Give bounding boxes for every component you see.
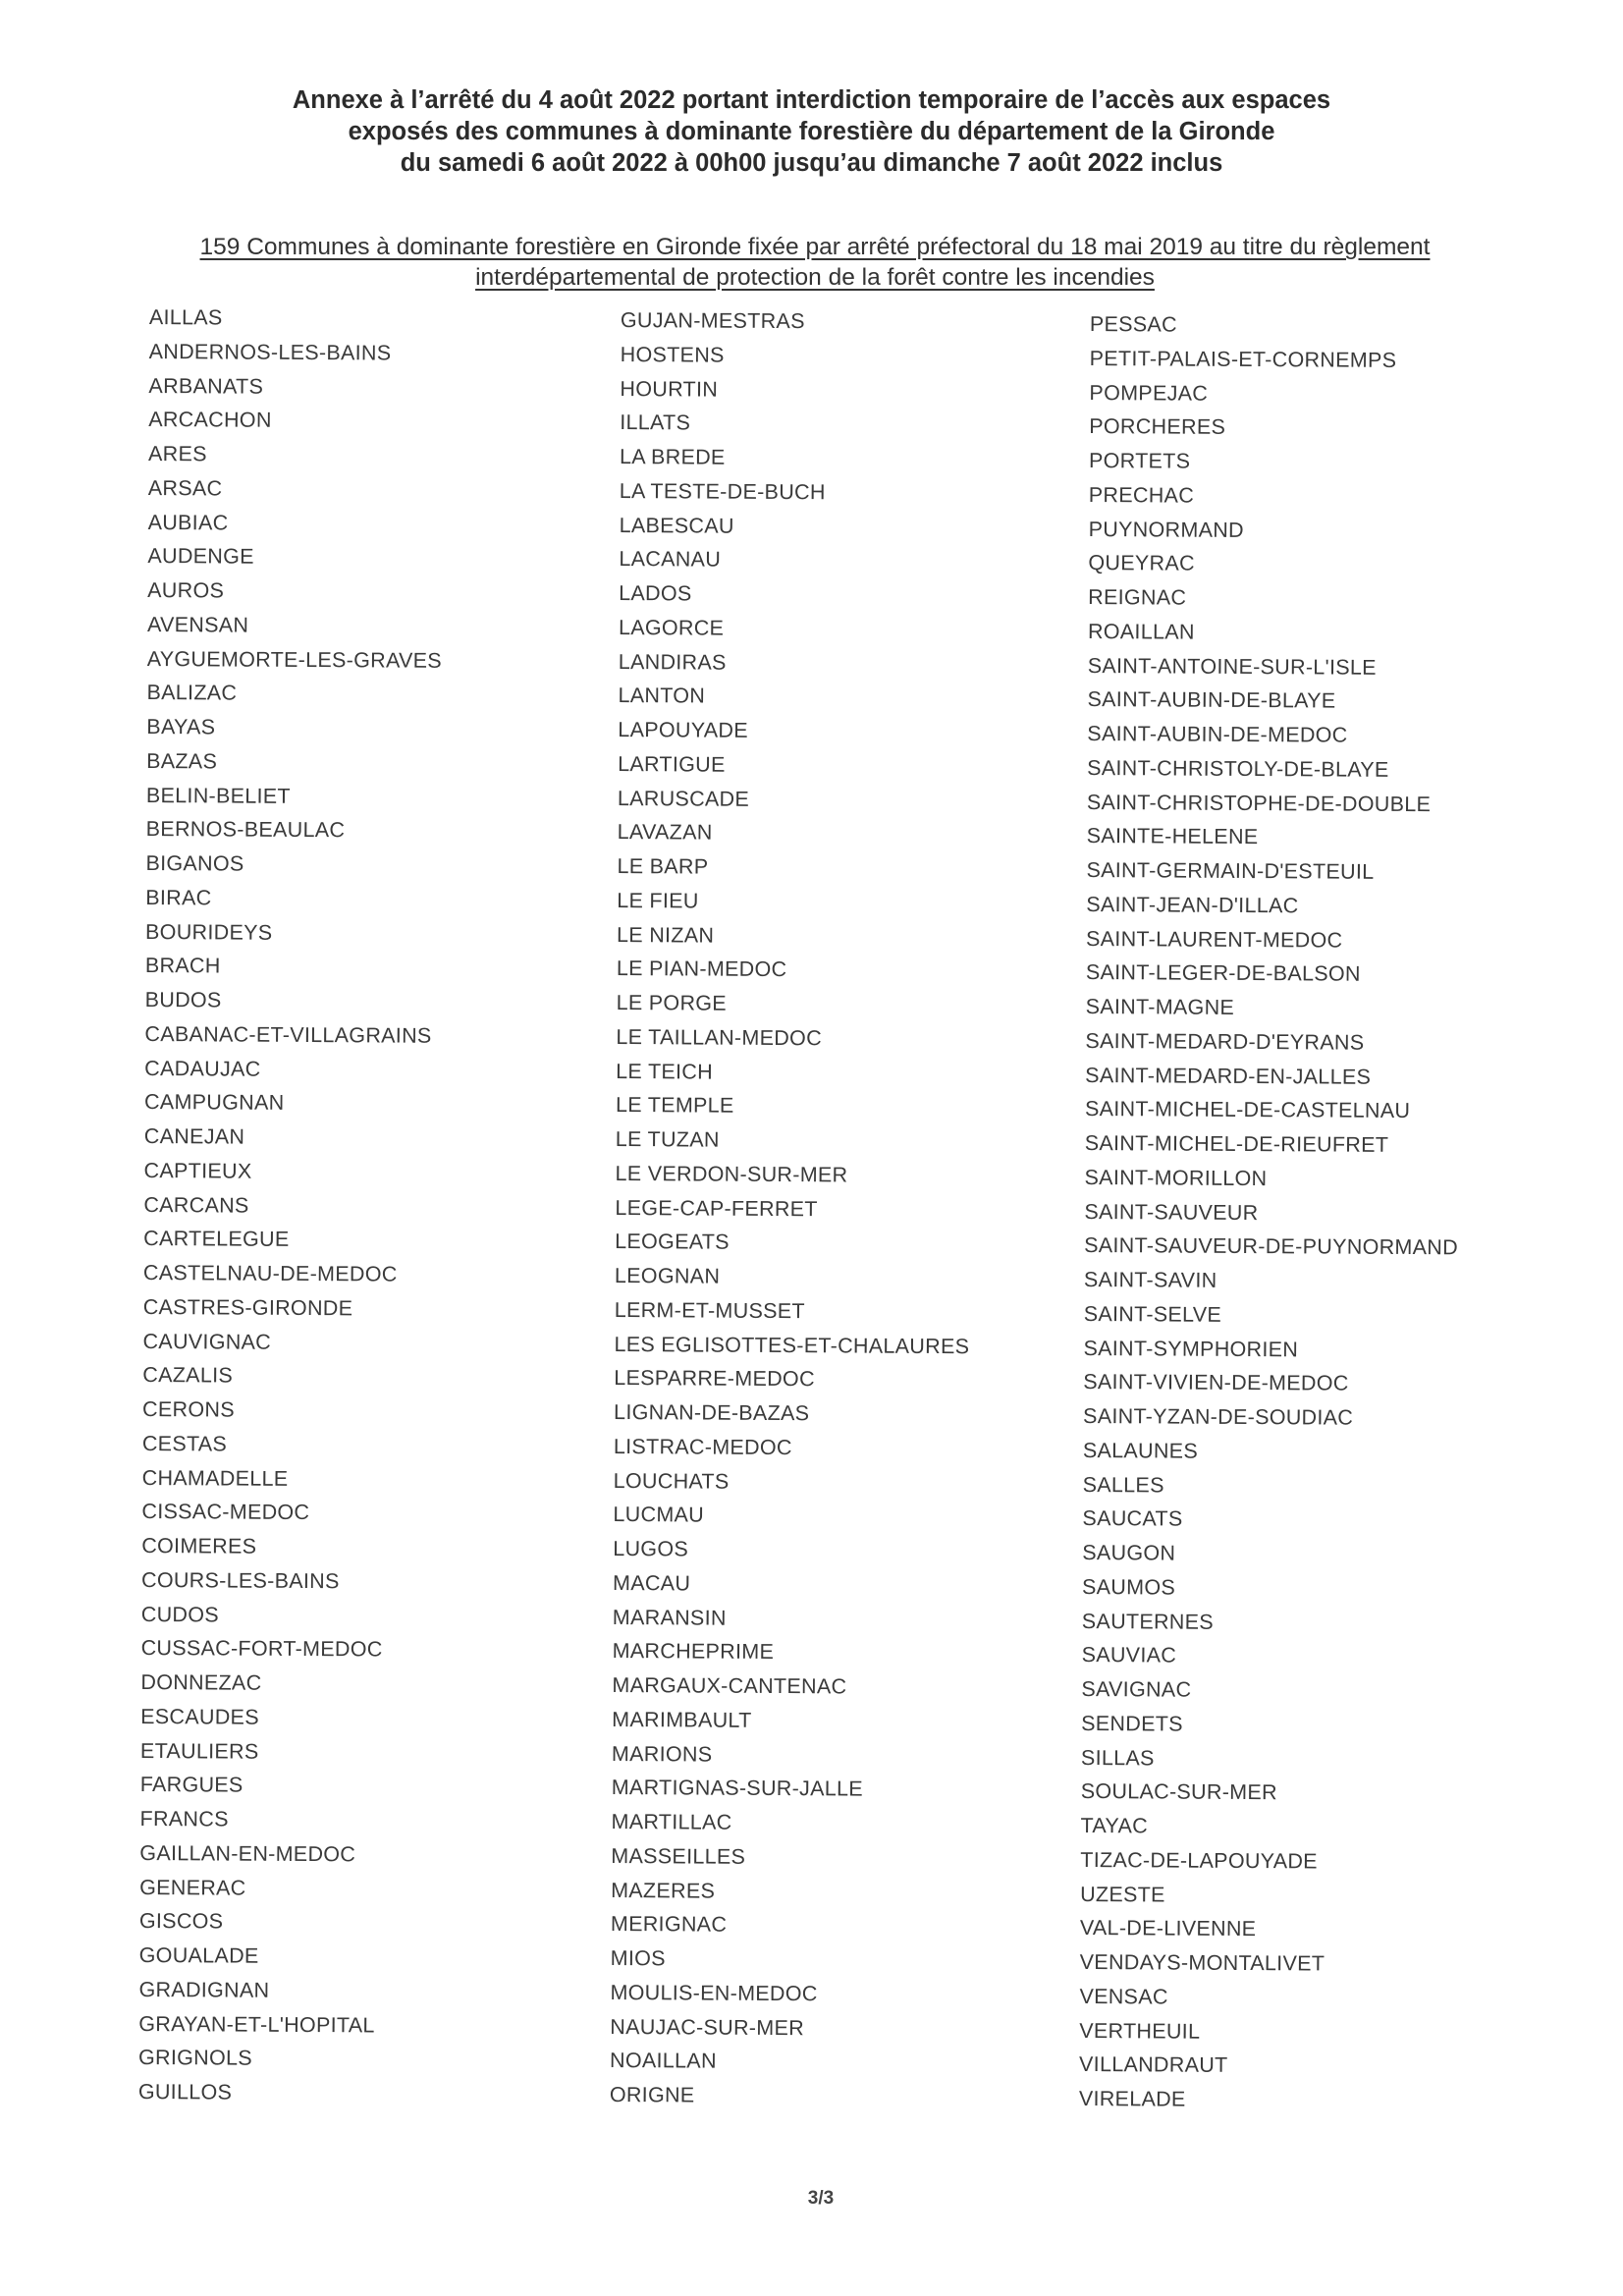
commune-item: AUDENGE [147, 544, 254, 569]
commune-item: LISTRAC-MEDOC [613, 1434, 792, 1459]
commune-item: GRIGNOLS [137, 2046, 253, 2070]
commune-item: SAINT-LEGER-DE-BALSON [1085, 960, 1361, 986]
commune-item: MIOS [610, 1945, 666, 1971]
commune-item: SAVIGNAC [1081, 1676, 1192, 1702]
commune-item: PETIT-PALAIS-ET-CORNEMPS [1089, 346, 1397, 372]
commune-item: LE PIAN-MEDOC [616, 957, 787, 982]
commune-item: LE TUZAN [615, 1126, 720, 1152]
commune-item: VENDAYS-MONTALIVET [1079, 1949, 1325, 1976]
commune-item: LANTON [618, 683, 706, 708]
commune-item: CAZALIS [142, 1363, 234, 1388]
header-line-1: Annexe à l’arrêté du 4 août 2022 portant interdiction temporaire de l’accès aux espaces [292, 86, 1331, 114]
header-line-2: exposés des communes à dominante forestière du département de la Gironde [348, 118, 1275, 145]
commune-item: BAYAS [146, 714, 216, 739]
commune-item: VERTHEUIL [1079, 2018, 1201, 2044]
commune-item: LOUCHATS [613, 1468, 730, 1494]
commune-item: SALLES [1082, 1472, 1164, 1497]
commune-item: SAINT-LAURENT-MEDOC [1086, 926, 1343, 953]
commune-item: SAUCATS [1082, 1506, 1183, 1531]
commune-item: SAINT-MORILLON [1084, 1165, 1268, 1190]
commune-item: LE TEICH [616, 1059, 714, 1084]
commune-item: LUGOS [613, 1536, 689, 1561]
commune-item: SAINT-GERMAIN-D'ESTEUIL [1086, 857, 1375, 884]
commune-item: ILLATS [620, 410, 691, 435]
commune-item: VILLANDRAUT [1078, 2052, 1228, 2078]
commune-item: PUYNORMAND [1088, 517, 1244, 542]
commune-item: HOSTENS [620, 342, 725, 367]
commune-item: CUSSAC-FORT-MEDOC [140, 1636, 383, 1662]
commune-column-1 [138, 301, 444, 2111]
commune-item: LE FIEU [617, 888, 699, 913]
document-header [196, 84, 1427, 179]
commune-item: MARCHEPRIME [612, 1639, 775, 1665]
commune-item: MASSEILLES [611, 1843, 746, 1869]
commune-item: GUILLOS [137, 2079, 233, 2105]
commune-item: CISSAC-MEDOC [141, 1500, 310, 1525]
commune-item: COIMERES [141, 1533, 257, 1558]
commune-column-2 [610, 303, 976, 2114]
commune-item: BELIN-BELIET [145, 783, 291, 808]
commune-item: CABANAC-ET-VILLAGRAINS [144, 1021, 432, 1048]
commune-item: POMPEJAC [1089, 380, 1209, 406]
commune-item: AVENSAN [146, 612, 249, 637]
commune-item: MOULIS-EN-MEDOC [610, 1980, 818, 2006]
commune-item: BIGANOS [145, 850, 244, 876]
commune-item: TAYAC [1080, 1813, 1149, 1838]
commune-item: LE TAILLAN-MEDOC [616, 1024, 823, 1051]
commune-item: LESPARRE-MEDOC [614, 1366, 815, 1392]
commune-item: CARTELEGUE [143, 1227, 290, 1252]
commune-item: LEGE-CAP-FERRET [615, 1195, 818, 1221]
commune-item: ORIGNE [609, 2082, 695, 2107]
commune-item: CESTAS [141, 1431, 228, 1456]
commune-item: GAILLAN-EN-MEDOC [139, 1840, 356, 1867]
commune-item: SAUGON [1082, 1540, 1176, 1565]
commune-item: SALAUNES [1082, 1438, 1199, 1463]
commune-item: VENSAC [1079, 1984, 1168, 2009]
commune-item: CUDOS [140, 1602, 220, 1626]
commune-item: LACANAU [619, 547, 722, 572]
commune-item: CASTRES-GIRONDE [142, 1294, 353, 1321]
commune-item: SAINT-CHRISTOPHE-DE-DOUBLE [1086, 790, 1432, 816]
commune-item: ARCACHON [148, 408, 272, 433]
commune-item: LANDIRAS [618, 649, 727, 675]
commune-item: AILLAS [148, 304, 223, 330]
commune-item: CAPTIEUX [143, 1158, 252, 1183]
commune-item: SAINT-MEDARD-D'EYRANS [1085, 1028, 1365, 1055]
page-number: 3/3 [807, 2188, 835, 2209]
commune-item: MERIGNAC [610, 1912, 728, 1937]
commune-item: MARANSIN [612, 1605, 727, 1630]
commune-item: LEOGNAN [614, 1263, 721, 1288]
commune-item: HOURTIN [620, 376, 719, 402]
commune-item: BERNOS-BEAULAC [145, 817, 346, 843]
commune-item: SILLAS [1080, 1745, 1155, 1770]
list-subtitle [128, 232, 1502, 293]
commune-item: LA TESTE-DE-BUCH [619, 478, 826, 505]
commune-item: AUROS [147, 577, 225, 603]
commune-item: ARES [147, 441, 207, 466]
commune-item: LE NIZAN [617, 922, 715, 948]
commune-item: MARTIGNAS-SUR-JALLE [611, 1776, 864, 1801]
commune-item: LIGNAN-DE-BAZAS [614, 1399, 810, 1426]
commune-item: BALIZAC [146, 681, 238, 705]
commune-item: SAINT-JEAN-D'ILLAC [1086, 892, 1299, 918]
commune-item: LAGORCE [618, 615, 725, 640]
commune-item: SAINT-CHRISTOLY-DE-BLAYE [1087, 755, 1389, 782]
commune-item: SENDETS [1081, 1711, 1183, 1736]
commune-item: SAINT-MICHEL-DE-RIEUFRET [1084, 1130, 1389, 1157]
commune-item: GRAYAN-ET-L'HOPITAL [138, 2011, 375, 2037]
commune-item: PORCHERES [1089, 414, 1226, 440]
commune-item: AUBIAC [147, 510, 229, 534]
commune-item: CAMPUGNAN [143, 1090, 285, 1116]
commune-item: BUDOS [144, 987, 222, 1012]
commune-item: FRANCS [139, 1806, 229, 1831]
commune-item: SAINT-ANTOINE-SUR-L'ISLE [1087, 653, 1377, 680]
commune-item: SAINT-SAUVEUR-DE-PUYNORMAND [1084, 1233, 1459, 1260]
commune-item: SAINT-SAVIN [1083, 1267, 1217, 1292]
commune-item: CADAUJAC [144, 1056, 261, 1081]
commune-item: SOULAC-SUR-MER [1080, 1779, 1277, 1805]
commune-item: LA BREDE [619, 444, 726, 469]
subtitle-line-1: 159 Communes à dominante forestière en Gironde fixée par arrêté préfectoral du 18 mai 2019 au titre du règlement [199, 234, 1431, 260]
commune-item: CAUVIGNAC [142, 1329, 272, 1354]
commune-item: SAINT-VIVIEN-DE-MEDOC [1083, 1370, 1349, 1395]
commune-item: BRACH [144, 954, 221, 978]
commune-item: MARIONS [611, 1741, 713, 1767]
commune-item: BAZAS [146, 748, 218, 774]
commune-item: LAVAZAN [617, 820, 713, 845]
commune-item: LES EGLISOTTES-ET-CHALAURES [614, 1332, 970, 1358]
commune-item: LARTIGUE [618, 751, 726, 777]
commune-item: LERM-ET-MUSSET [614, 1297, 805, 1323]
commune-item: SAUTERNES [1081, 1609, 1215, 1634]
commune-item: DONNEZAC [140, 1669, 262, 1695]
commune-item: VIRELADE [1078, 2086, 1186, 2111]
header-line-3: du samedi 6 août 2022 à 00h00 jusqu’au dimanche 7 août 2022 inclus [400, 149, 1223, 177]
commune-item: AYGUEMORTE-LES-GRAVES [146, 646, 443, 673]
commune-item: ANDERNOS-LES-BAINS [148, 339, 392, 365]
commune-item: LEOGEATS [615, 1230, 730, 1254]
commune-item: ARSAC [147, 475, 223, 501]
commune-item: MARTILLAC [611, 1809, 732, 1834]
commune-item: NOAILLAN [609, 2049, 717, 2073]
commune-item: LUCMAU [613, 1503, 705, 1527]
commune-item: SAINT-AUBIN-DE-MEDOC [1087, 721, 1348, 747]
subtitle-line-2: interdépartemental de protection de la forêt contre les incendies [475, 264, 1155, 291]
commune-item: PRECHAC [1088, 482, 1195, 508]
commune-item: LE TEMPLE [615, 1093, 734, 1118]
commune-item: SAINT-YZAN-DE-SOUDIAC [1083, 1403, 1354, 1430]
commune-item: LE BARP [617, 853, 709, 879]
commune-item: LABESCAU [619, 513, 734, 538]
commune-item: SAUMOS [1081, 1574, 1176, 1600]
commune-item: GRADIGNAN [138, 1977, 270, 2002]
commune-item: CHAMADELLE [141, 1465, 289, 1491]
commune-item: GENERAC [139, 1875, 246, 1900]
commune-item: CERONS [142, 1396, 235, 1422]
commune-item: ARBANATS [148, 373, 264, 399]
commune-item: MARIMBAULT [612, 1707, 752, 1732]
commune-item: GISCOS [138, 1909, 224, 1934]
commune-item: CASTELNAU-DE-MEDOC [142, 1260, 398, 1286]
commune-item: PESSAC [1089, 311, 1177, 337]
commune-item: ESCAUDES [140, 1704, 259, 1729]
commune-item: LE VERDON-SUR-MER [615, 1161, 848, 1187]
commune-item: SAINT-SAUVEUR [1084, 1199, 1259, 1225]
commune-item: UZESTE [1080, 1882, 1165, 1906]
commune-item: COURS-LES-BAINS [140, 1567, 340, 1593]
commune-item: ROAILLAN [1087, 619, 1195, 644]
commune-item: QUEYRAC [1088, 551, 1195, 575]
commune-item: TIZAC-DE-LAPOUYADE [1080, 1847, 1318, 1874]
commune-item: GUJAN-MESTRAS [620, 307, 805, 334]
commune-item: PORTETS [1088, 448, 1191, 473]
commune-item: CANEJAN [143, 1123, 245, 1149]
commune-item: ETAULIERS [139, 1738, 259, 1764]
commune-item: FARGUES [139, 1773, 243, 1797]
commune-item: LAPOUYADE [618, 717, 748, 742]
commune-item: MACAU [612, 1570, 691, 1596]
commune-item: BOURIDEYS [145, 919, 273, 945]
commune-item: MARGAUX-CANTENAC [612, 1672, 847, 1699]
commune-item: SAUVIAC [1081, 1643, 1177, 1667]
commune-item: LARUSCADE [617, 786, 750, 811]
commune-item: SAINT-SYMPHORIEN [1083, 1336, 1299, 1361]
commune-item: SAINT-MAGNE [1085, 994, 1235, 1019]
commune-item: VAL-DE-LIVENNE [1079, 1916, 1257, 1941]
commune-item: LE PORGE [616, 990, 728, 1015]
commune-item: GOUALADE [138, 1942, 259, 1968]
commune-item: BIRAC [145, 885, 212, 910]
commune-item: LADOS [619, 580, 692, 606]
commune-item: SAINT-MICHEL-DE-CASTELNAU [1084, 1097, 1411, 1123]
commune-item: SAINTE-HELENE [1086, 824, 1259, 849]
commune-item: SAINT-SELVE [1083, 1301, 1222, 1327]
commune-item: NAUJAC-SUR-MER [610, 2014, 805, 2040]
commune-item: SAINT-MEDARD-EN-JALLES [1085, 1063, 1372, 1089]
commune-item: MAZERES [611, 1878, 716, 1903]
commune-item: CARCANS [143, 1192, 249, 1218]
commune-column-3 [1079, 307, 1464, 2118]
commune-item: SAINT-AUBIN-DE-BLAYE [1087, 687, 1336, 713]
commune-item: REIGNAC [1088, 584, 1187, 610]
